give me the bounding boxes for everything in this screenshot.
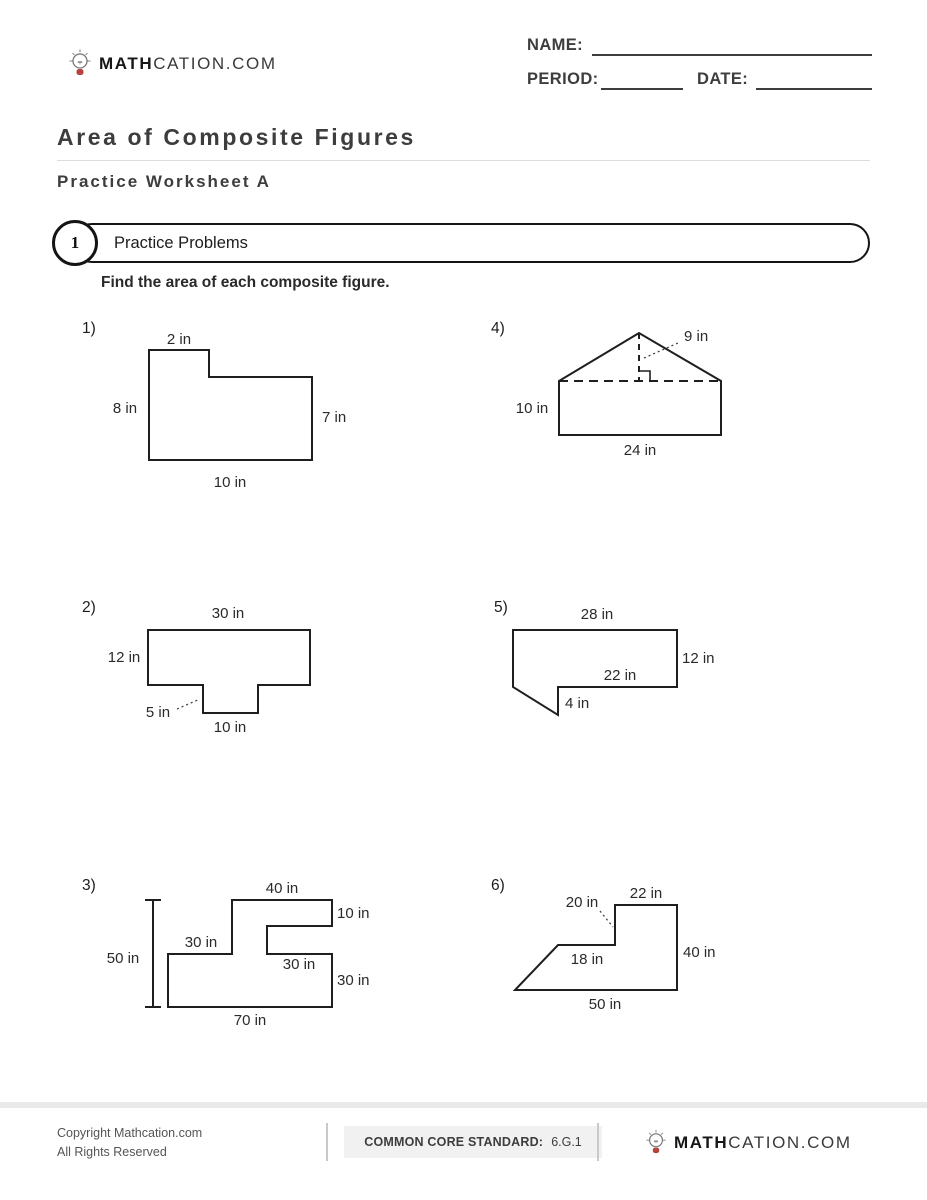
section-number-badge — [52, 220, 98, 266]
fig3-dim-right: 30 in — [337, 972, 370, 989]
problem-6-number: 6) — [491, 877, 505, 894]
fig3-dim-overall: 50 in — [106, 950, 140, 967]
footer-divider-right — [597, 1123, 599, 1161]
fig1-dim-top: 2 in — [166, 331, 192, 348]
logo-bold: MATH — [99, 54, 154, 73]
problem-1-number: 1) — [82, 320, 96, 337]
instructions-text: Find the area of each composite figure. — [101, 274, 390, 291]
footer-copyright — [57, 1124, 202, 1163]
footer-logo-bold: MATH — [674, 1133, 729, 1152]
date-blank-line — [756, 87, 872, 90]
section-title: Practice Problems — [114, 233, 248, 252]
lightbulb-icon — [645, 1128, 667, 1158]
name-blank-line — [592, 53, 872, 56]
fig1-dim-left: 8 in — [112, 400, 138, 417]
common-core-box — [344, 1126, 602, 1158]
fig6-dim-top: 22 in — [629, 885, 663, 902]
section-header-pill — [72, 223, 870, 263]
fig5-dim-right: 12 in — [682, 650, 715, 667]
figure-3-composite-shape — [80, 875, 410, 1055]
fig6-dim-inner: 18 in — [570, 951, 604, 968]
fig1-dim-bottom: 10 in — [213, 474, 247, 491]
copyright-line-2: All Rights Reserved — [57, 1145, 167, 1160]
footer-logo-rest: CATION.COM — [728, 1133, 852, 1152]
lightbulb-icon — [68, 48, 92, 80]
fig5-dim-inner: 22 in — [603, 667, 637, 684]
title-divider — [57, 160, 870, 161]
fig4-dim-left: 10 in — [515, 400, 549, 417]
problem-3-number: 3) — [82, 877, 96, 894]
footer-logo — [645, 1128, 852, 1158]
name-label: NAME: — [527, 36, 584, 54]
footer-divider-left — [326, 1123, 328, 1161]
problem-4-number: 4) — [491, 320, 505, 337]
page-subtitle: Practice Worksheet A — [57, 172, 271, 191]
footer-separator-bar — [0, 1102, 927, 1108]
fig3-dim-inner-mid: 30 in — [282, 956, 316, 973]
figure-6-composite-shape — [480, 875, 800, 1055]
footer-logo-wordmark — [674, 1133, 852, 1153]
header-logo — [68, 48, 277, 80]
fig6-dim-bottom: 50 in — [588, 996, 622, 1013]
fig2-dim-left: 12 in — [107, 649, 141, 666]
common-core-value: 6.G.1 — [551, 1135, 582, 1149]
fig3-dim-top: 40 in — [265, 880, 299, 897]
section-number: 1 — [70, 233, 80, 252]
date-label: DATE: — [697, 70, 749, 88]
fig4-dim-bottom: 24 in — [623, 442, 657, 459]
figure-1-composite-shape — [80, 318, 380, 498]
page-title: Area of Composite Figures — [57, 124, 416, 150]
figure-2-composite-shape — [80, 595, 380, 745]
fig6-dim-upper: 20 in — [565, 894, 599, 911]
period-label: PERIOD: — [527, 70, 599, 88]
problem-2-number: 2) — [82, 599, 96, 616]
fig3-dim-right-top: 10 in — [337, 905, 370, 922]
fig3-dim-inner-left: 30 in — [184, 934, 218, 951]
figure-4-composite-shape — [480, 318, 800, 468]
fig1-dim-right: 7 in — [322, 409, 347, 426]
logo-wordmark — [99, 54, 277, 74]
figure-5-composite-shape — [480, 595, 800, 745]
logo-rest: CATION.COM — [153, 54, 277, 73]
fig2-dim-tab-bottom: 10 in — [213, 719, 247, 736]
copyright-line-1: Copyright Mathcation.com — [57, 1126, 203, 1140]
fig5-dim-top: 28 in — [580, 606, 614, 623]
fig5-dim-notch: 4 in — [565, 695, 590, 712]
problem-5-number: 5) — [494, 599, 508, 616]
period-blank-line — [601, 87, 683, 90]
fig3-dim-bottom: 70 in — [233, 1012, 267, 1029]
common-core-label: COMMON CORE STANDARD: — [364, 1135, 544, 1149]
fig2-dim-tab-left: 5 in — [145, 704, 171, 721]
fig6-dim-right: 40 in — [683, 944, 716, 961]
fig2-dim-top: 30 in — [211, 605, 245, 622]
fig4-dim-height: 9 in — [684, 328, 709, 345]
